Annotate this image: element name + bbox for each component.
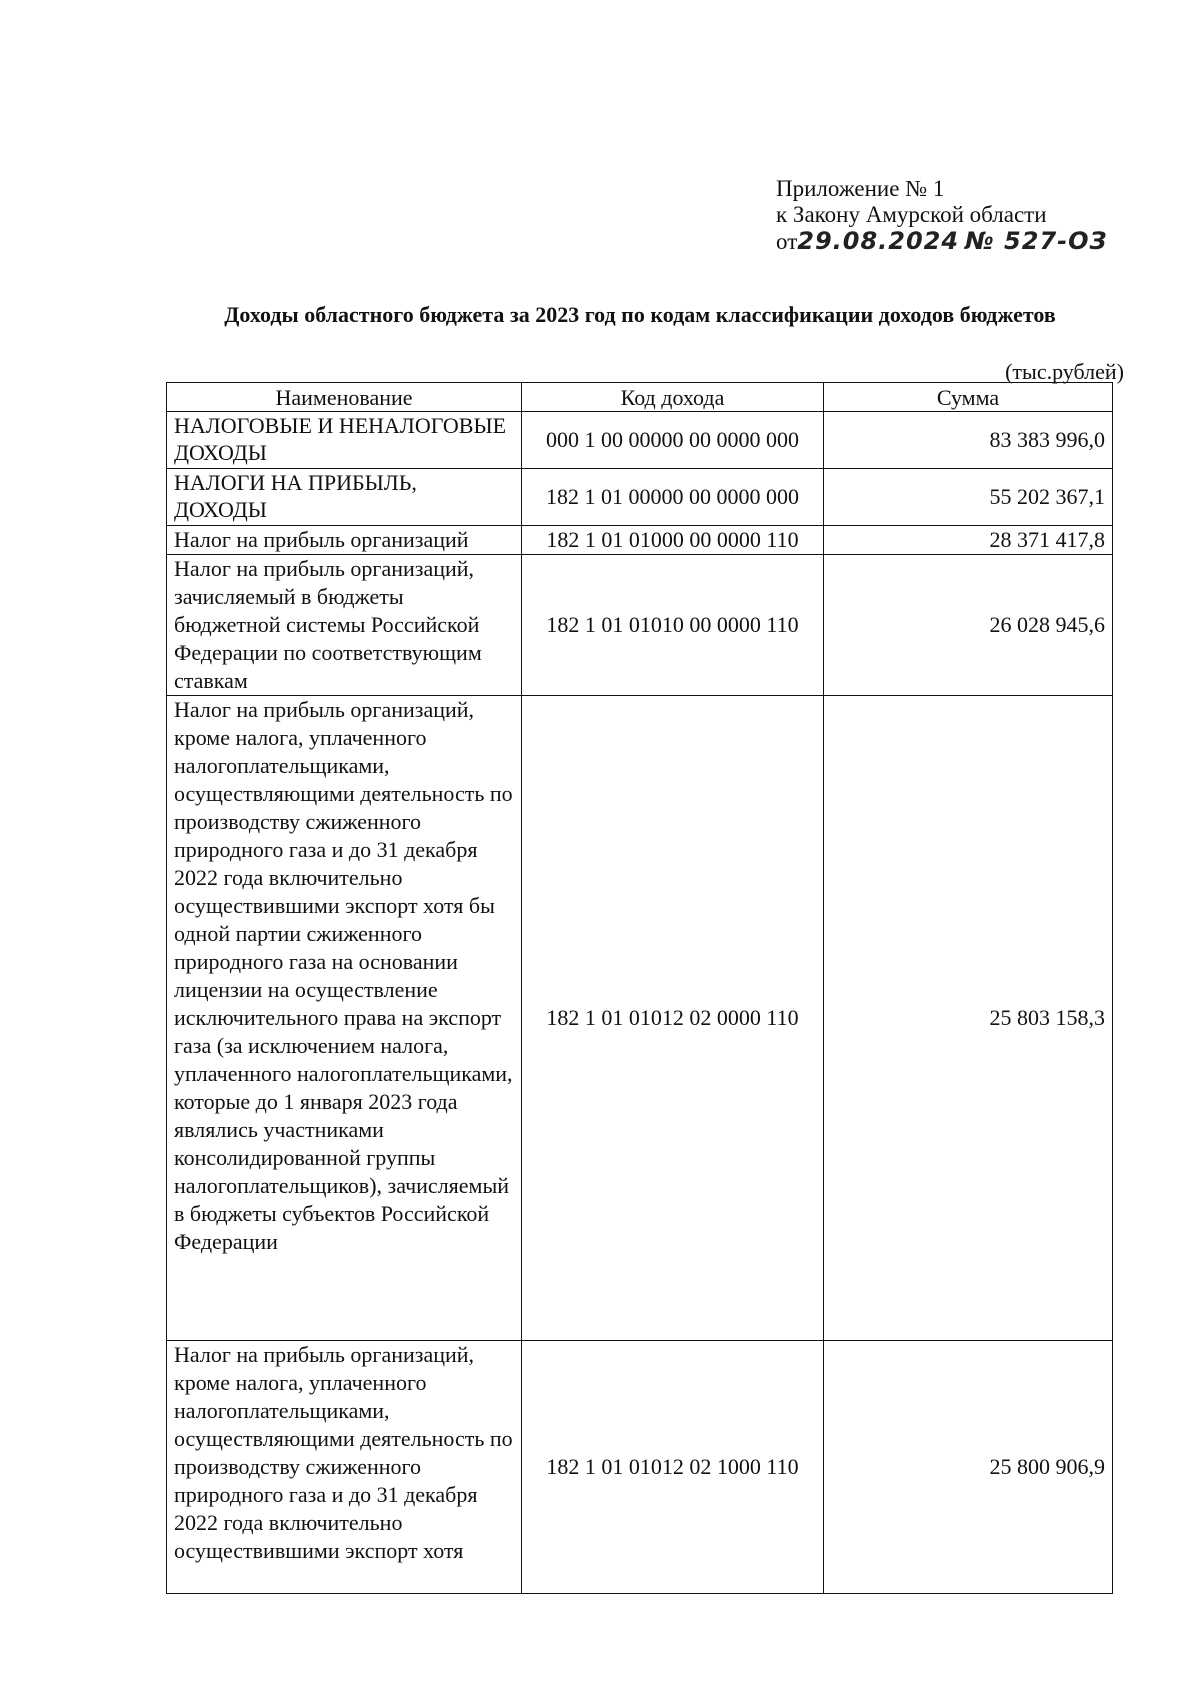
revenue-table bbox=[166, 382, 1113, 1594]
column-header-code: Код дохода bbox=[522, 383, 824, 412]
row-code: 182 1 01 00000 00 0000 000 bbox=[522, 469, 824, 526]
row-code: 182 1 01 01012 02 0000 110 bbox=[522, 696, 824, 1341]
table-row bbox=[167, 1341, 1113, 1594]
row-name: НАЛОГИ НА ПРИБЫЛЬ, ДОХОДЫ bbox=[167, 469, 522, 526]
row-sum: 25 803 158,3 bbox=[824, 696, 1113, 1341]
row-name: Налог на прибыль организаций, кроме налога, уплаченного налогоплательщиками, осуществляющими деятельность по производству сжиженного природного газа и до 31 декабря 2022 года включительно осуществившими экспорт хотя bbox=[167, 1341, 522, 1594]
row-code: 182 1 01 01012 02 1000 110 bbox=[522, 1341, 824, 1594]
units-label: (тыс.рублей) bbox=[1005, 359, 1124, 384]
row-sum: 25 800 906,9 bbox=[824, 1341, 1113, 1594]
table-row bbox=[167, 526, 1113, 555]
row-name: НАЛОГОВЫЕ И НЕНАЛОГОВЫЕ ДОХОДЫ bbox=[167, 412, 522, 469]
row-name: Налог на прибыль организаций, зачисляемый в бюджеты бюджетной системы Российской Федерации по соответствующим ставкам bbox=[167, 555, 522, 696]
date-prefix: от bbox=[776, 229, 798, 254]
row-name: Налог на прибыль организаций, кроме налога, уплаченного налогоплательщиками, осуществляющими деятельность по производству сжиженного природного газа и до 31 декабря 2022 года включительно осуществившими экспорт хотя бы одной партии сжиженного природного газа на основании лицензии на осуществление исключительного права на экспорт газа (за исключением налога, уплаченного налогоплательщиками, которые до 1 января 2023 года являлись участниками консолидированной группы налогоплательщиков), зачисляемый в бюджеты субъектов Российской Федерации bbox=[167, 696, 522, 1341]
handwritten-number: № 527-ОЗ bbox=[964, 227, 1108, 255]
row-name: Налог на прибыль организаций bbox=[167, 526, 522, 555]
table-header-row bbox=[167, 383, 1113, 412]
table-row bbox=[167, 469, 1113, 526]
row-sum: 28 371 417,8 bbox=[824, 526, 1113, 555]
row-code: 182 1 01 01010 00 0000 110 bbox=[522, 555, 824, 696]
column-header-name: Наименование bbox=[167, 383, 522, 412]
table-row bbox=[167, 555, 1113, 696]
handwritten-date: 29.08.2024 bbox=[797, 227, 960, 255]
date-number-line bbox=[776, 228, 1108, 255]
table-row bbox=[167, 696, 1113, 1341]
row-sum: 26 028 945,6 bbox=[824, 555, 1113, 696]
row-sum: 55 202 367,1 bbox=[824, 469, 1113, 526]
appendix-line: Приложение № 1 bbox=[776, 176, 945, 201]
appendix-header bbox=[776, 176, 1108, 255]
law-line: к Закону Амурской области bbox=[776, 202, 1047, 227]
table-row bbox=[167, 412, 1113, 469]
row-code: 182 1 01 01000 00 0000 110 bbox=[522, 526, 824, 555]
row-code: 000 1 00 00000 00 0000 000 bbox=[522, 412, 824, 469]
row-sum: 83 383 996,0 bbox=[824, 412, 1113, 469]
document-title: Доходы областного бюджета за 2023 год по кодам классификации доходов бюджетов bbox=[224, 302, 1056, 327]
column-header-sum: Сумма bbox=[824, 383, 1113, 412]
